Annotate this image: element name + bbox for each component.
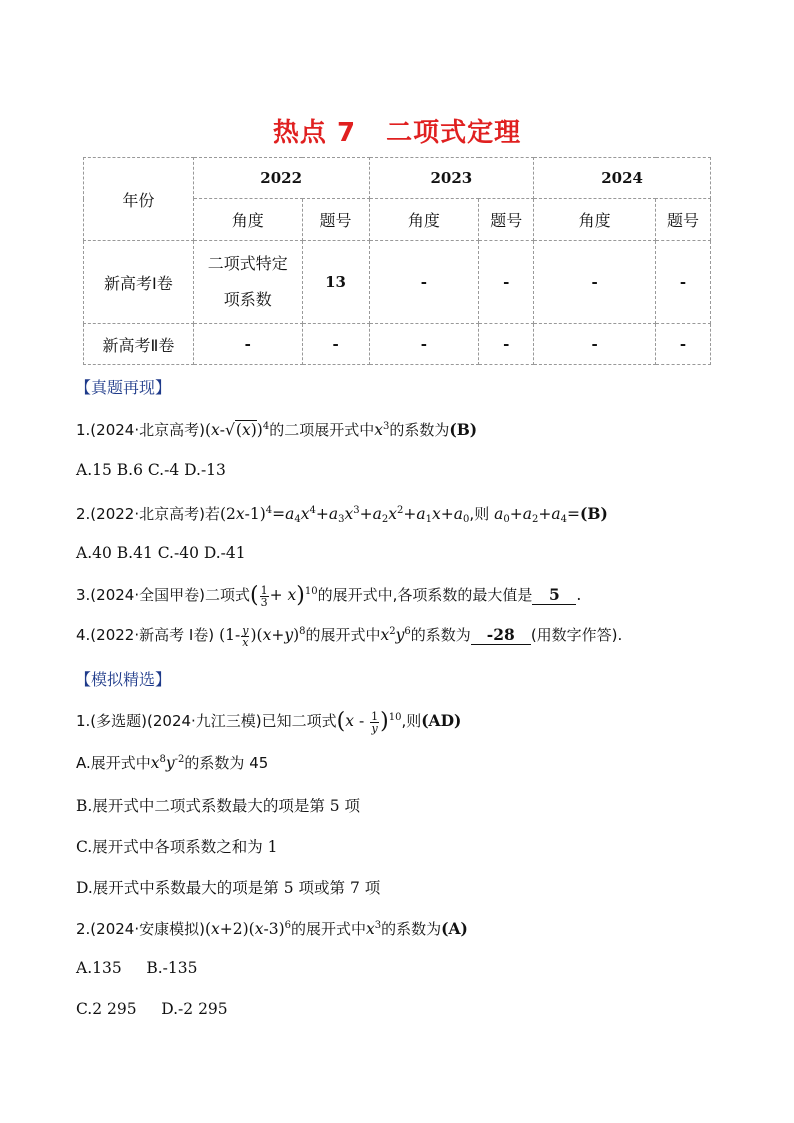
table-cell: - (534, 324, 656, 365)
year-2023: 2023 (369, 158, 534, 199)
year-header: 年份 (84, 158, 194, 241)
answer: 5 (548, 585, 560, 604)
table-cell (193, 241, 302, 324)
section-heading-mock: 【模拟精选】 (75, 670, 172, 689)
answer: -28 (486, 625, 515, 644)
question-1: 1.(2024·北京高考)$(x-√(x))^4$的二项展开式中$x^3$的系数为(B) (76, 420, 478, 439)
table-cell: - (302, 324, 369, 365)
mock-question-1-option-c: C.展开式中各项系数之和为 1 (76, 838, 278, 856)
question-2: 2.(2022·北京高考)若$(2x-1)^4=a_4x^4+a_3x^3+a_2x^2+a_1x+a_0$,则 $a_0+a_2+a_4=(B)$ (76, 504, 608, 525)
row-label: 新高考Ⅱ卷 (84, 324, 194, 365)
question-4: 4.(2022·新高考 Ⅰ卷) (1- $\frac{y}{x}$ )$(x+y)^8$的展开式中$x^2y^6$的系数为 -28 (用数字作答). (76, 623, 623, 649)
table-row (84, 324, 711, 365)
cell-line: 二项式特定 (207, 254, 288, 273)
angle-header: 角度 (534, 199, 656, 241)
answer: (B) (580, 504, 608, 523)
answer: (A) (441, 919, 468, 938)
mock-question-1-option-a: A.展开式中$x^8y^{-2}$的系数为 45 (76, 754, 269, 772)
mock-question-2: 2.(2024·安康模拟)$(x+2)(x-3)^6$的展开式中$x^3$的系数为(A) (76, 919, 468, 938)
mock-question-1: 1.(多选题)(2024·九江三模)已知二项式(x - $\frac{1}{y}$ )$^{10}$,则(AD) (76, 709, 462, 735)
table-cell: - (193, 324, 302, 365)
table-cell: - (534, 241, 656, 324)
mock-question-2-options-row2: C.2 295 D.-2 295 (76, 1000, 228, 1018)
table-cell: - (656, 241, 711, 324)
angle-header: 角度 (193, 199, 302, 241)
question-2-options: A.40 B.41 C.-40 D.-41 (76, 544, 246, 562)
angle-header: 角度 (369, 199, 479, 241)
page-title (0, 112, 794, 149)
year-2022: 2022 (193, 158, 369, 199)
section-heading-real: 【真题再现】 (75, 378, 172, 397)
title-prefix: 热点 7 (272, 118, 357, 148)
table-cell: - (369, 241, 479, 324)
number-header: 题号 (479, 199, 534, 241)
mock-question-1-option-d: D.展开式中系数最大的项是第 5 项或第 7 项 (76, 879, 381, 897)
title-main: 二项式定理 (386, 118, 522, 148)
row-label: 新高考Ⅰ卷 (84, 241, 194, 324)
table-cell: - (656, 324, 711, 365)
number-header: 题号 (656, 199, 711, 241)
mock-question-1-option-b: B.展开式中二项式系数最大的项是第 5 项 (76, 797, 361, 815)
table-cell: 13 (302, 241, 369, 324)
table-cell: - (479, 241, 534, 324)
table-row (84, 241, 711, 324)
table-cell: - (479, 324, 534, 365)
mock-question-2-options-row1: A.135 B.-135 (76, 959, 198, 977)
question-1-options: A.15 B.6 C.-4 D.-13 (76, 461, 226, 479)
number-header: 题号 (302, 199, 369, 241)
answer: (AD) (421, 711, 462, 730)
question-3: 3.(2024·全国甲卷)二项式( $\frac{1}{3}$ + x)$^{10}$的展开式中,各项系数的最大值是 5 . (76, 583, 582, 609)
cell-line: 项系数 (223, 290, 272, 309)
exam-table (83, 157, 711, 365)
answer: (B) (449, 420, 478, 439)
year-2024: 2024 (534, 158, 711, 199)
table-cell: - (369, 324, 479, 365)
